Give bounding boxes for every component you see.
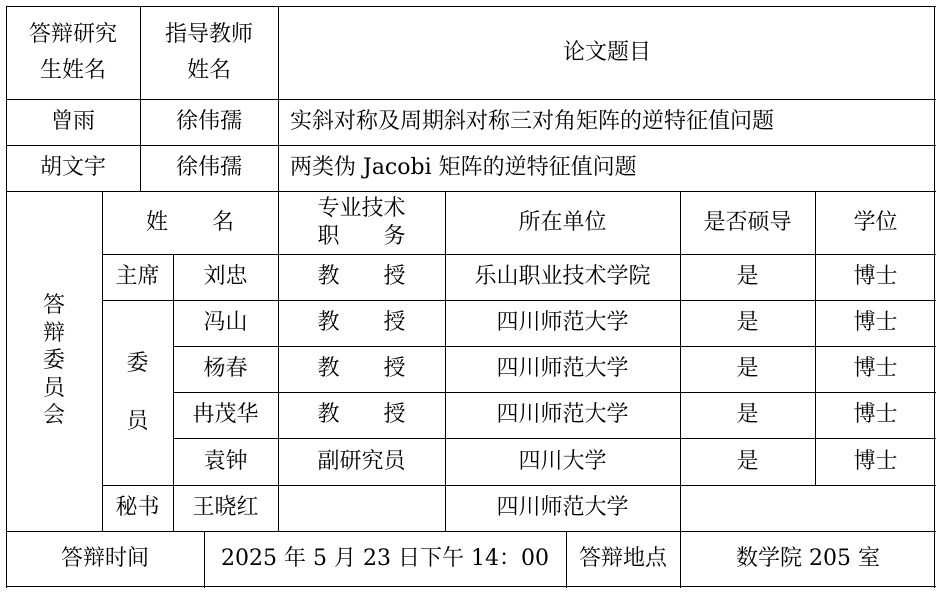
student-advisor: 徐伟孺 — [175, 109, 242, 134]
header-student-line2: 生姓名 — [39, 57, 106, 83]
committee-label-char: 答 — [42, 293, 65, 319]
col-header-degree: 学位 — [853, 209, 898, 235]
member-title: 教 授 — [317, 356, 406, 381]
header-topic: 论文题目 — [562, 39, 651, 65]
member-name: 杨春 — [203, 356, 248, 381]
member-supervisor: 是 — [736, 356, 759, 381]
chair-title: 教 授 — [317, 264, 406, 289]
member-unit: 四川大学 — [518, 448, 607, 474]
secretary-name: 王晓红 — [192, 495, 259, 520]
member-unit: 四川师范大学 — [496, 310, 629, 335]
student-advisor: 徐伟孺 — [175, 155, 242, 180]
header-advisor-line2: 姓名 — [186, 57, 231, 83]
defense-place-label: 答辩地点 — [578, 545, 667, 571]
chair-unit: 乐山职业技术学院 — [474, 264, 651, 289]
member-degree: 博士 — [853, 448, 898, 474]
committee-label-char: 会 — [42, 403, 65, 429]
rule — [6, 586, 936, 587]
member-name: 袁钟 — [203, 448, 248, 474]
defense-place-value: 数学院 205 室 — [736, 545, 880, 571]
chair-label: 主席 — [115, 264, 160, 289]
member-supervisor: 是 — [736, 310, 759, 335]
member-degree: 博士 — [853, 402, 898, 427]
member-name: 冉茂华 — [192, 402, 259, 427]
col-header-supervisor: 是否硕导 — [703, 209, 792, 235]
header-advisor-name — [140, 6, 278, 99]
student-name: 胡文宇 — [39, 155, 106, 180]
member-name: 冯山 — [203, 310, 248, 335]
student-topic: 实斜对称及周期斜对称三对角矩阵的逆特征值问题 — [290, 109, 775, 134]
member-supervisor: 是 — [736, 448, 759, 474]
member-title: 教 授 — [317, 402, 406, 427]
chair-name: 刘忠 — [203, 264, 248, 289]
member-degree: 博士 — [853, 356, 898, 381]
col-header-name: 姓 名 — [145, 209, 234, 235]
defense-time-value: 2025 年 5 月 23 日下午 14：00 — [221, 545, 549, 571]
secretary-unit: 四川师范大学 — [496, 495, 629, 520]
member-degree: 博士 — [853, 310, 898, 335]
secretary-label: 秘书 — [115, 495, 160, 520]
members-label — [102, 300, 173, 485]
student-topic: 两类伪 Jacobi 矩阵的逆特征值问题 — [290, 155, 637, 180]
header-student-line1: 答辩研究 — [28, 21, 117, 47]
committee-label-char: 辩 — [42, 320, 65, 346]
member-title: 教 授 — [317, 310, 406, 335]
col-header-title-line2: 职 务 — [317, 223, 406, 249]
member-supervisor: 是 — [736, 402, 759, 427]
col-header-unit: 所在单位 — [518, 209, 607, 235]
header-student-name — [6, 6, 140, 99]
chair-supervisor: 是 — [736, 264, 759, 289]
col-header-title — [278, 191, 445, 254]
members-label-char: 委 — [126, 351, 149, 377]
member-unit: 四川师范大学 — [496, 356, 629, 381]
committee-label-char: 委 — [42, 348, 65, 374]
header-advisor-line1: 指导教师 — [164, 21, 253, 47]
member-unit: 四川师范大学 — [496, 402, 629, 427]
committee-label-char: 员 — [42, 375, 65, 401]
secretary-title — [278, 485, 445, 531]
member-title: 副研究员 — [317, 448, 406, 474]
defense-time-label: 答辩时间 — [60, 545, 149, 571]
student-name: 曾雨 — [50, 109, 95, 134]
chair-degree: 博士 — [853, 264, 898, 289]
defense-info-table — [6, 6, 936, 588]
committee-label — [6, 191, 102, 531]
members-label-char: 员 — [126, 408, 149, 434]
col-header-title-line1: 专业技术 — [317, 195, 406, 221]
secretary-extra — [680, 485, 936, 531]
